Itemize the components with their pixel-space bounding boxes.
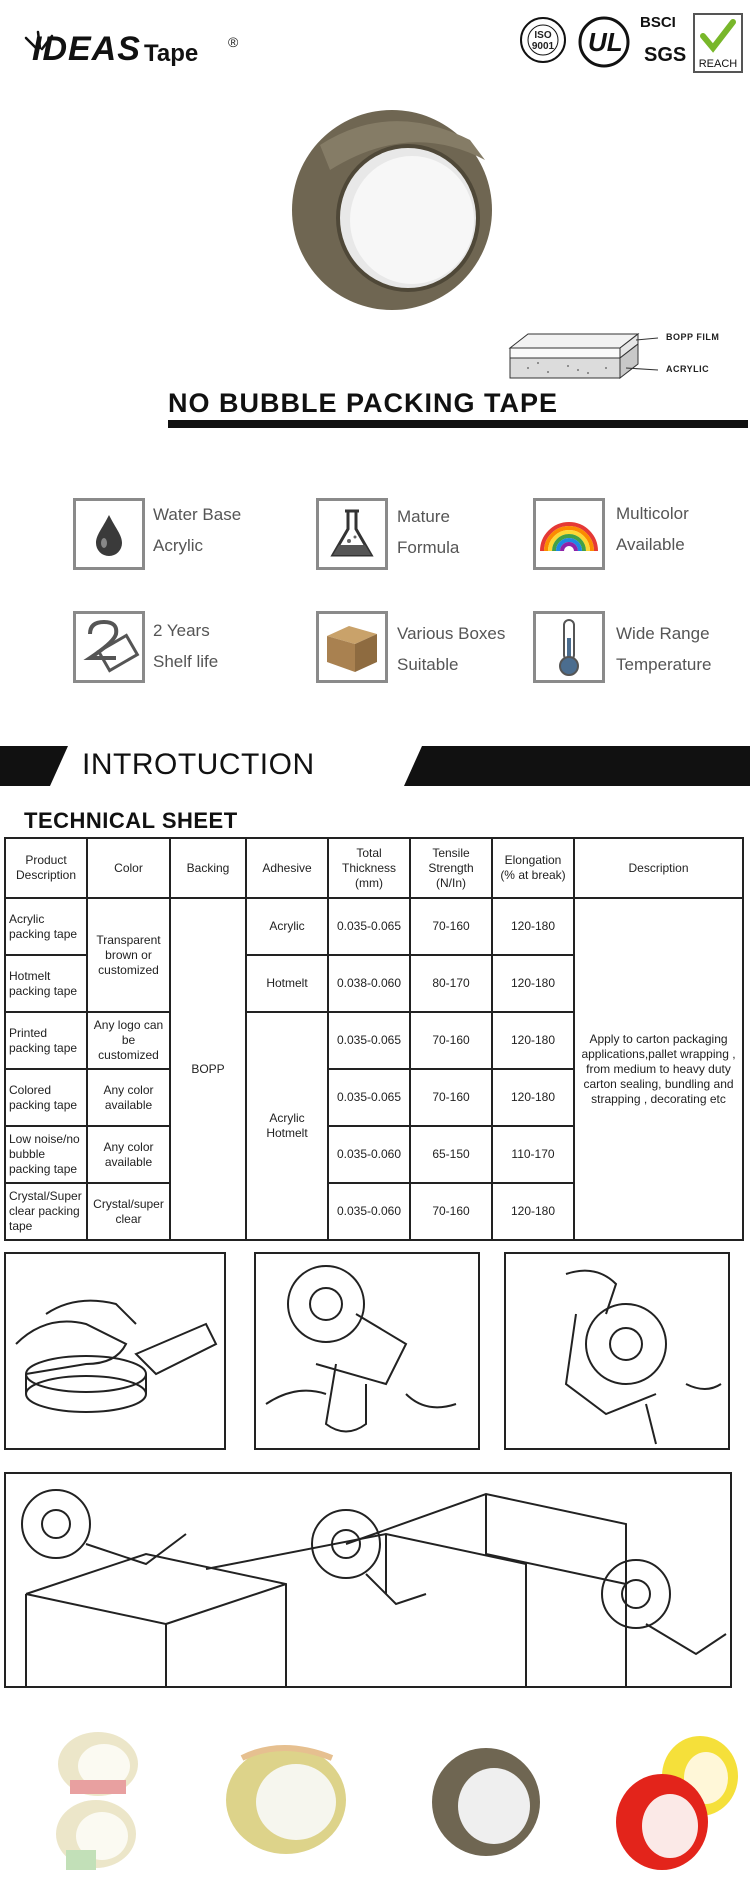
cell-product: Hotmelt packing tape: [5, 955, 87, 1012]
cell-tensile: 65-150: [410, 1126, 492, 1183]
feature-line1: 2 Years: [153, 621, 210, 640]
table-header-row: [5, 838, 743, 898]
rainbow-icon: [533, 498, 605, 570]
feature-mature-formula: [397, 501, 459, 563]
cell-thickness: 0.035-0.060: [328, 1126, 410, 1183]
cell-elongation: 120-180: [492, 955, 574, 1012]
box-icon: [316, 611, 388, 683]
brown-tape-roll-image: [280, 100, 510, 330]
cell-thickness: 0.035-0.060: [328, 1183, 410, 1240]
reach-label: REACH: [698, 58, 738, 70]
cell-adhesive: Acrylic: [246, 898, 328, 955]
cell-color: Any color available: [87, 1069, 170, 1126]
cell-tensile: 70-160: [410, 1012, 492, 1069]
cell-thickness: 0.035-0.065: [328, 1012, 410, 1069]
cell-elongation: 120-180: [492, 1183, 574, 1240]
flask-icon: [316, 498, 388, 570]
header-tensile: Tensile Strength (N/In): [410, 838, 492, 898]
feature-various-boxes: [397, 618, 505, 680]
bsci-sgs-badge: [636, 8, 688, 76]
feature-line1: Multicolor: [616, 504, 689, 523]
cell-color: Any logo can be customized: [87, 1012, 170, 1069]
layer-label-adhesive: ACRYLIC: [666, 364, 710, 374]
cell-elongation: 120-180: [492, 898, 574, 955]
cell-product: Low noise/no bubble packing tape: [5, 1126, 87, 1183]
feature-line1: Wide Range: [616, 624, 710, 643]
cell-color: Crystal/super clear: [87, 1183, 170, 1240]
title-underline: [168, 420, 748, 428]
iso-label: ISO 9001: [531, 30, 555, 52]
cell-product: Printed packing tape: [5, 1012, 87, 1069]
water-drop-icon: [73, 498, 145, 570]
cell-adhesive: Acrylic Hotmelt: [246, 1012, 328, 1240]
feature-shelf-life: [153, 615, 218, 677]
logo-wordmark: IDEAS: [32, 30, 141, 68]
number-two-icon: [73, 611, 145, 683]
header-adhesive: Adhesive: [246, 838, 328, 898]
feature-line2: Temperature: [616, 655, 712, 674]
intro-heading: INTROTUCTION: [82, 748, 315, 781]
technical-sheet-title: TECHNICAL SHEET: [24, 808, 238, 833]
table-row: [5, 898, 743, 955]
clear-tape-stack-icon: [52, 1724, 144, 1874]
feature-line2: Formula: [397, 538, 460, 557]
cell-product: Crystal/Super clear packing tape: [5, 1183, 87, 1240]
banner-left-bar: [0, 746, 68, 786]
cell-elongation: 120-180: [492, 1012, 574, 1069]
cell-elongation: 120-180: [492, 1069, 574, 1126]
cell-thickness: 0.035-0.065: [328, 898, 410, 955]
feature-line1: Mature: [397, 507, 450, 526]
sgs-label: SGS: [644, 44, 687, 66]
cell-product: Colored packing tape: [5, 1069, 87, 1126]
header-color: Color: [87, 838, 170, 898]
reach-certification-badge: [693, 8, 743, 76]
cell-elongation: 110-170: [492, 1126, 574, 1183]
yellow-clear-tape-icon: [222, 1738, 352, 1858]
usage-illustration-loading: [4, 1252, 226, 1450]
registered-mark: ®: [228, 34, 239, 50]
red-yellow-tape-icon: [612, 1726, 740, 1876]
cell-backing: BOPP: [170, 898, 246, 1240]
usage-illustration-cutting: [504, 1252, 730, 1450]
feature-line2: Available: [616, 535, 685, 554]
cell-thickness: 0.038-0.060: [328, 955, 410, 1012]
usage-illustration-threading: [254, 1252, 480, 1450]
feature-line2: Shelf life: [153, 652, 219, 671]
header-backing: Backing: [170, 838, 246, 898]
brand-logo[interactable]: [18, 28, 239, 76]
logo-subtitle: Tape: [144, 40, 199, 67]
layer-label-film: BOPP FILM: [666, 332, 720, 342]
header-product: Product Description: [5, 838, 87, 898]
feature-water-base: [153, 499, 241, 561]
feature-line2: Acrylic: [153, 536, 204, 555]
feature-line1: Various Boxes: [397, 624, 506, 643]
product-title: NO BUBBLE PACKING TAPE: [168, 388, 559, 418]
ul-label: UL: [588, 27, 623, 57]
cell-description: Apply to carton packaging applications,pallet wrapping , from medium to heavy duty carton sealing, bundling and strapping , decorating etc: [574, 898, 743, 1240]
cell-thickness: 0.035-0.065: [328, 1069, 410, 1126]
brown-tape-icon: [428, 1742, 548, 1860]
header-thickness: Total Thickness (mm): [328, 838, 410, 898]
feature-multicolor: [616, 498, 689, 560]
feature-wide-temperature: [616, 618, 711, 680]
feature-line1: Water Base: [153, 505, 242, 524]
cell-tensile: 70-160: [410, 898, 492, 955]
usage-illustration-sealing: [4, 1472, 732, 1688]
thermometer-icon: [533, 611, 605, 683]
cell-adhesive: Hotmelt: [246, 955, 328, 1012]
ul-certification-badge: [577, 8, 631, 76]
bsci-label: BSCI: [640, 14, 676, 31]
cell-product: Acrylic packing tape: [5, 898, 87, 955]
cell-tensile: 70-160: [410, 1183, 492, 1240]
cell-color: Transparent brown or customized: [87, 898, 170, 1012]
feature-line2: Suitable: [397, 655, 459, 674]
header-elongation: Elongation (% at break): [492, 838, 574, 898]
technical-sheet-table: [4, 837, 744, 1241]
cell-tensile: 80-170: [410, 955, 492, 1012]
banner-right-bar: [404, 746, 750, 786]
iso-certification-badge: [518, 8, 568, 76]
header-description: Description: [574, 838, 743, 898]
cell-tensile: 70-160: [410, 1069, 492, 1126]
cell-color: Any color available: [87, 1126, 170, 1183]
